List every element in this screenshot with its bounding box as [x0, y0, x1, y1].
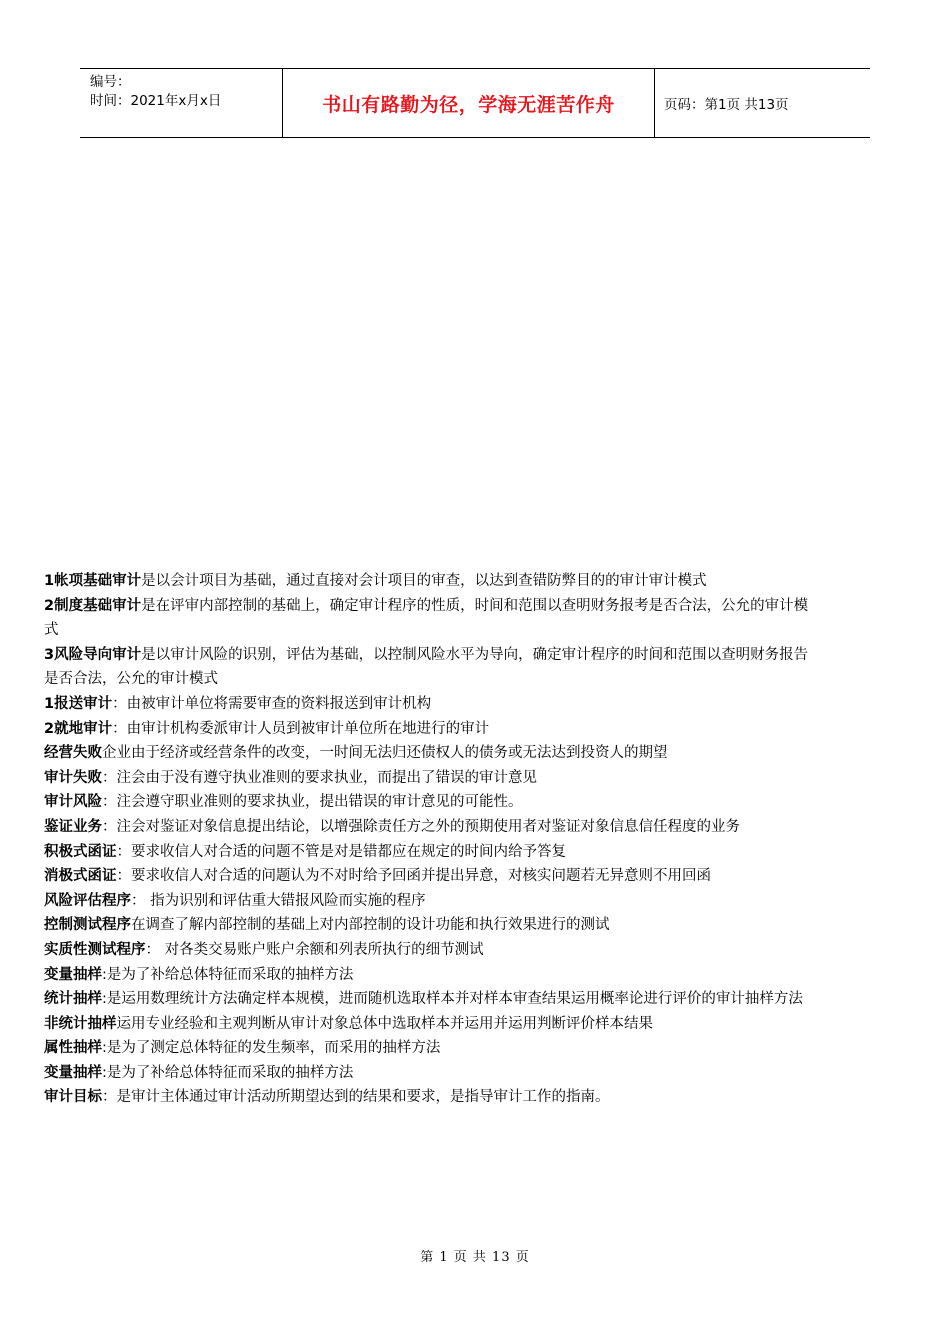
glossary-entry: [44, 913, 814, 938]
header-table: [80, 68, 870, 138]
glossary-term: 非统计抽样: [44, 1015, 117, 1032]
glossary-term: 1帐项基础审计: [44, 573, 142, 589]
glossary-entry: [44, 1061, 814, 1086]
glossary-term: 经营失败: [44, 745, 102, 762]
glossary-term: 2制度基础审计: [44, 597, 142, 614]
glossary-term: 2就地审计: [44, 720, 113, 737]
glossary-term: 变量抽样: [44, 966, 102, 983]
glossary-entry: [44, 1012, 814, 1037]
glossary-definition: ：注会对鉴证对象信息提出结论，以增强除责任方之外的预期使用者对鉴证对象信息信任程度的业务: [102, 818, 740, 835]
document-time-label: 时间：2021年x月x日: [90, 93, 222, 109]
page-footer: 第 1 页 共 13 页: [420, 1250, 530, 1265]
glossary-definition: :是运用数理统计方法确定样本规模，进而随机选取样本并对样本审查结果运用概率论进行评价的审计抽样方法: [102, 991, 803, 1008]
glossary-term: 审计目标: [44, 1089, 102, 1106]
glossary-definition: 企业由于经济或经营条件的改变，一时间无法归还债权人的债务或无法达到投资人的期望: [102, 745, 668, 762]
glossary-definition: :是为了补给总体特征而采取的抽样方法: [102, 1064, 354, 1081]
glossary-entry: [44, 889, 814, 914]
glossary-entry: [44, 815, 814, 840]
glossary-definition: ： 对各类交易账户账户余额和列表所执行的细节测试: [145, 941, 484, 958]
glossary-entry: [44, 692, 814, 717]
glossary-entry: [44, 1085, 814, 1110]
glossary-definition: ：注会由于没有遵守执业准则的要求执业，而提出了错误的审计意见: [102, 769, 537, 786]
glossary-definition: :是为了补给总体特征而采取的抽样方法: [102, 966, 354, 983]
document-number-label: 编号：: [90, 74, 131, 90]
page-number-label: 页码：第1页 共13页: [664, 97, 789, 113]
glossary-definition: 在调查了解内部控制的基础上对内部控制的设计功能和执行效果进行的测试: [131, 917, 610, 934]
glossary-term: 1报送审计: [44, 695, 113, 712]
glossary-definition: 是以会计项目为基础，通过直接对会计项目的审查，以达到查错防弊目的的审计审计模式: [141, 573, 707, 589]
header-meta-cell: [80, 69, 282, 137]
glossary-entry: [44, 987, 814, 1012]
glossary-term: 风险评估程序: [44, 892, 131, 909]
glossary-entry: [44, 717, 814, 742]
glossary-entry: [44, 840, 814, 865]
glossary-entry: [44, 741, 814, 766]
glossary-entry: [44, 1036, 814, 1061]
glossary-entry: [44, 790, 814, 815]
glossary-entry: [44, 643, 814, 692]
glossary-entry: [44, 938, 814, 963]
glossary-entry: [44, 864, 814, 889]
glossary-definition: ：注会遵守职业准则的要求执业，提出错误的审计意见的可能性。: [102, 794, 523, 811]
header-page-cell: [655, 69, 870, 137]
motto-text: 书山有路勤为径，学海无涯苦作舟: [322, 93, 615, 116]
glossary-term: 审计失败: [44, 769, 102, 786]
glossary-entry: [44, 963, 814, 988]
glossary-definition: ：由审计机构委派审计人员到被审计单位所在地进行的审计: [112, 720, 490, 737]
glossary-definition: ： 指为识别和评估重大错报风险而实施的程序: [131, 892, 426, 909]
glossary-term: 实质性测试程序: [44, 941, 146, 958]
glossary-definition: 运用专业经验和主观判断从审计对象总体中选取样本并运用并运用判断评价样本结果: [116, 1015, 653, 1032]
glossary-definition: 是在评审内部控制的基础上，确定审计程序的性质，时间和范围以查明财务报考是否合法，公允的审计模式: [44, 597, 809, 639]
glossary-entry: [44, 594, 814, 643]
glossary-term: 3风险导向审计: [44, 646, 142, 663]
glossary-entry: [44, 766, 814, 791]
glossary-term: 统计抽样: [44, 991, 102, 1008]
glossary-term: 消极式函证: [44, 868, 117, 885]
glossary-definition: :是为了测定总体特征的发生频率，而采用的抽样方法: [102, 1040, 441, 1057]
glossary-term: 属性抽样: [44, 1040, 102, 1057]
glossary-definition: ：要求收信人对合适的问题不管是对是错都应在规定的时间内给予答复: [116, 843, 566, 860]
glossary-body: [44, 569, 814, 1110]
glossary-definition: ：是审计主体通过审计活动所期望达到的结果和要求，是指导审计工作的指南。: [102, 1089, 610, 1106]
glossary-term: 审计风险: [44, 794, 102, 811]
header-motto-cell: [282, 69, 655, 137]
glossary-term: 积极式函证: [44, 843, 117, 860]
glossary-term: 变量抽样: [44, 1064, 102, 1081]
glossary-term: 鉴证业务: [44, 818, 102, 835]
glossary-term: 控制测试程序: [44, 917, 131, 934]
glossary-entry: [44, 569, 814, 594]
glossary-definition: ：由被审计单位将需要审查的资料报送到审计机构: [112, 695, 432, 712]
glossary-definition: 是以审计风险的识别，评估为基础，以控制风险水平为导向，确定审计程序的时间和范围以查明财务报告是否合法，公允的审计模式: [44, 646, 809, 688]
glossary-definition: ：要求收信人对合适的问题认为不对时给予回函并提出异意，对核实问题若无异意则不用回函: [116, 868, 711, 885]
